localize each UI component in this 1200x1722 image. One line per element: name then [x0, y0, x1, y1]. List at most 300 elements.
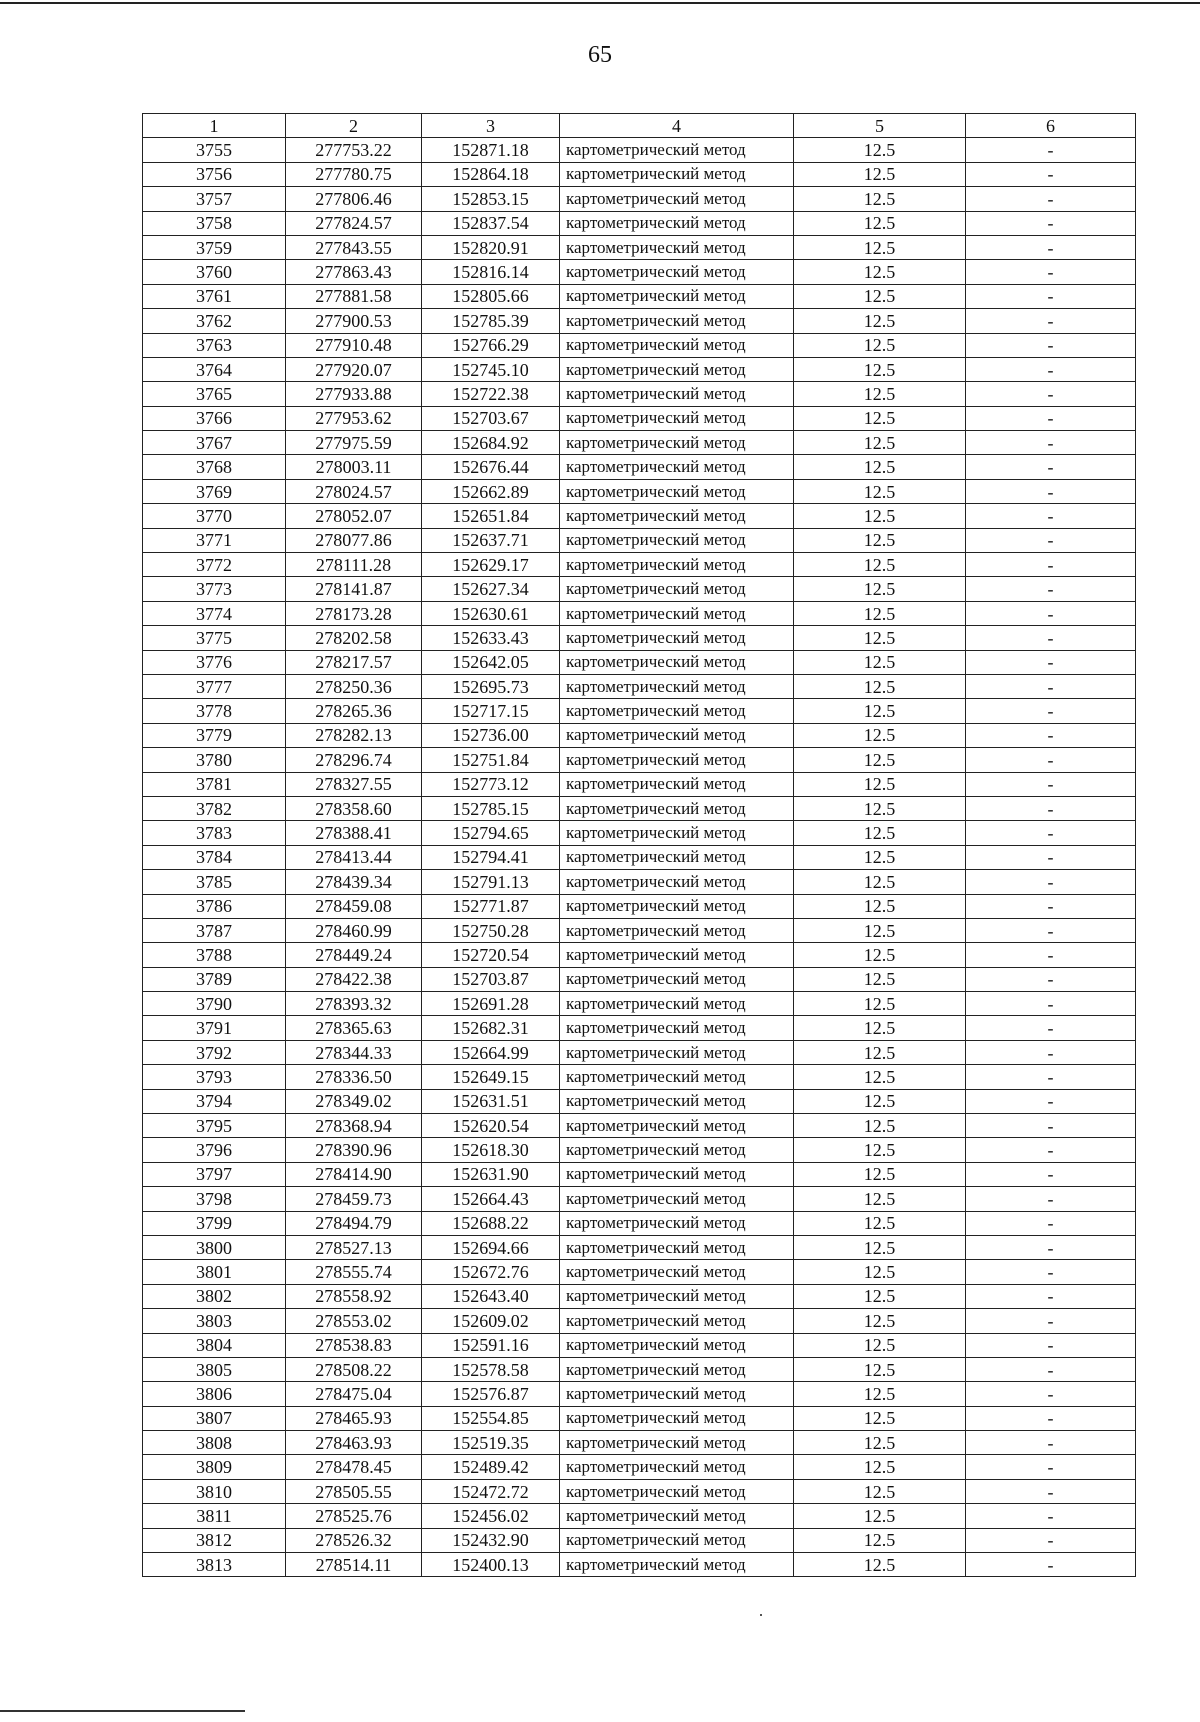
column-header-2: 2 [286, 114, 422, 138]
cell-note: - [966, 821, 1136, 845]
table-row [143, 1016, 1136, 1040]
cell-x-coordinate: 278358.60 [286, 796, 422, 820]
cell-note: - [966, 260, 1136, 284]
cell-y-coordinate: 152694.66 [422, 1235, 560, 1259]
cell-accuracy: 12.5 [794, 1040, 966, 1064]
cell-accuracy: 12.5 [794, 528, 966, 552]
cell-x-coordinate: 278327.55 [286, 772, 422, 796]
cell-method: картометрический метод [560, 1333, 794, 1357]
cell-note: - [966, 1528, 1136, 1552]
cell-method: картометрический метод [560, 357, 794, 381]
cell-x-coordinate: 278463.93 [286, 1431, 422, 1455]
cell-accuracy: 12.5 [794, 1528, 966, 1552]
cell-note: - [966, 1016, 1136, 1040]
cell-note: - [966, 626, 1136, 650]
cell-x-coordinate: 278349.02 [286, 1089, 422, 1113]
cell-point-number: 3804 [143, 1333, 286, 1357]
cell-method: картометрический метод [560, 1357, 794, 1381]
cell-x-coordinate: 277933.88 [286, 382, 422, 406]
cell-point-number: 3801 [143, 1260, 286, 1284]
cell-accuracy: 12.5 [794, 235, 966, 259]
table-row [143, 748, 1136, 772]
cell-method: картометрический метод [560, 504, 794, 528]
cell-note: - [966, 1114, 1136, 1138]
cell-x-coordinate: 278250.36 [286, 674, 422, 698]
table-row [143, 1284, 1136, 1308]
cell-x-coordinate: 278475.04 [286, 1382, 422, 1406]
cell-accuracy: 12.5 [794, 577, 966, 601]
cell-note: - [966, 967, 1136, 991]
cell-method: картометрический метод [560, 162, 794, 186]
table-row [143, 406, 1136, 430]
cell-note: - [966, 1138, 1136, 1162]
cell-note: - [966, 1333, 1136, 1357]
cell-x-coordinate: 278296.74 [286, 748, 422, 772]
cell-method: картометрический метод [560, 479, 794, 503]
cell-method: картометрический метод [560, 333, 794, 357]
cell-accuracy: 12.5 [794, 650, 966, 674]
cell-note: - [966, 870, 1136, 894]
cell-x-coordinate: 277806.46 [286, 187, 422, 211]
cell-note: - [966, 1284, 1136, 1308]
cell-y-coordinate: 152766.29 [422, 333, 560, 357]
cell-accuracy: 12.5 [794, 1211, 966, 1235]
cell-method: картометрический метод [560, 1309, 794, 1333]
cell-note: - [966, 162, 1136, 186]
cell-method: картометрический метод [560, 431, 794, 455]
cell-x-coordinate: 278514.11 [286, 1553, 422, 1577]
cell-x-coordinate: 278553.02 [286, 1309, 422, 1333]
cell-y-coordinate: 152717.15 [422, 699, 560, 723]
cell-accuracy: 12.5 [794, 1235, 966, 1259]
cell-x-coordinate: 278336.50 [286, 1065, 422, 1089]
cell-x-coordinate: 278439.34 [286, 870, 422, 894]
cell-accuracy: 12.5 [794, 1333, 966, 1357]
cell-note: - [966, 479, 1136, 503]
column-header-1: 1 [143, 114, 286, 138]
cell-method: картометрический метод [560, 235, 794, 259]
cell-point-number: 3783 [143, 821, 286, 845]
table-row [143, 1431, 1136, 1455]
cell-y-coordinate: 152691.28 [422, 992, 560, 1016]
cell-x-coordinate: 277910.48 [286, 333, 422, 357]
cell-y-coordinate: 152745.10 [422, 357, 560, 381]
cell-point-number: 3778 [143, 699, 286, 723]
cell-y-coordinate: 152695.73 [422, 674, 560, 698]
cell-method: картометрический метод [560, 309, 794, 333]
cell-y-coordinate: 152684.92 [422, 431, 560, 455]
table-row [143, 1406, 1136, 1430]
cell-note: - [966, 284, 1136, 308]
cell-method: картометрический метод [560, 1406, 794, 1430]
cell-accuracy: 12.5 [794, 992, 966, 1016]
cell-note: - [966, 1382, 1136, 1406]
cell-point-number: 3790 [143, 992, 286, 1016]
table-row [143, 1553, 1136, 1577]
cell-point-number: 3776 [143, 650, 286, 674]
cell-note: - [966, 796, 1136, 820]
table-row [143, 1528, 1136, 1552]
cell-x-coordinate: 278141.87 [286, 577, 422, 601]
cell-accuracy: 12.5 [794, 382, 966, 406]
table-row [143, 1114, 1136, 1138]
cell-x-coordinate: 277881.58 [286, 284, 422, 308]
cell-note: - [966, 1309, 1136, 1333]
cell-note: - [966, 357, 1136, 381]
cell-note: - [966, 943, 1136, 967]
cell-point-number: 3785 [143, 870, 286, 894]
table-row [143, 894, 1136, 918]
cell-y-coordinate: 152609.02 [422, 1309, 560, 1333]
cell-x-coordinate: 278003.11 [286, 455, 422, 479]
cell-x-coordinate: 277920.07 [286, 357, 422, 381]
cell-point-number: 3774 [143, 601, 286, 625]
cell-point-number: 3794 [143, 1089, 286, 1113]
cell-point-number: 3769 [143, 479, 286, 503]
table-row [143, 918, 1136, 942]
cell-accuracy: 12.5 [794, 1089, 966, 1113]
cell-y-coordinate: 152785.39 [422, 309, 560, 333]
cell-y-coordinate: 152773.12 [422, 772, 560, 796]
cell-y-coordinate: 152751.84 [422, 748, 560, 772]
cell-method: картометрический метод [560, 1528, 794, 1552]
page-number: 65 [588, 42, 612, 68]
cell-accuracy: 12.5 [794, 333, 966, 357]
cell-y-coordinate: 152785.15 [422, 796, 560, 820]
cell-x-coordinate: 278217.57 [286, 650, 422, 674]
cell-point-number: 3798 [143, 1187, 286, 1211]
cell-point-number: 3768 [143, 455, 286, 479]
table-row [143, 1382, 1136, 1406]
table-row [143, 479, 1136, 503]
cell-point-number: 3813 [143, 1553, 286, 1577]
cell-method: картометрический метод [560, 943, 794, 967]
cell-point-number: 3772 [143, 553, 286, 577]
cell-x-coordinate: 278526.32 [286, 1528, 422, 1552]
table-row [143, 1333, 1136, 1357]
cell-y-coordinate: 152400.13 [422, 1553, 560, 1577]
cell-method: картометрический метод [560, 1040, 794, 1064]
cell-point-number: 3811 [143, 1504, 286, 1528]
cell-point-number: 3791 [143, 1016, 286, 1040]
cell-point-number: 3784 [143, 845, 286, 869]
table-row [143, 284, 1136, 308]
cell-point-number: 3810 [143, 1479, 286, 1503]
cell-accuracy: 12.5 [794, 1260, 966, 1284]
cell-note: - [966, 553, 1136, 577]
cell-note: - [966, 650, 1136, 674]
cell-note: - [966, 699, 1136, 723]
cell-method: картометрический метод [560, 748, 794, 772]
top-border-rule [0, 2, 1200, 4]
cell-point-number: 3762 [143, 309, 286, 333]
cell-accuracy: 12.5 [794, 1504, 966, 1528]
cell-note: - [966, 1187, 1136, 1211]
cell-accuracy: 12.5 [794, 187, 966, 211]
cell-y-coordinate: 152629.17 [422, 553, 560, 577]
cell-note: - [966, 504, 1136, 528]
cell-note: - [966, 1553, 1136, 1577]
cell-y-coordinate: 152672.76 [422, 1260, 560, 1284]
cell-x-coordinate: 278393.32 [286, 992, 422, 1016]
cell-method: картометрический метод [560, 577, 794, 601]
cell-note: - [966, 528, 1136, 552]
table-row [143, 235, 1136, 259]
cell-note: - [966, 1455, 1136, 1479]
cell-x-coordinate: 278449.24 [286, 943, 422, 967]
table-row [143, 1235, 1136, 1259]
cell-accuracy: 12.5 [794, 284, 966, 308]
cell-point-number: 3787 [143, 918, 286, 942]
table-row [143, 1162, 1136, 1186]
cell-x-coordinate: 278538.83 [286, 1333, 422, 1357]
cell-note: - [966, 601, 1136, 625]
cell-accuracy: 12.5 [794, 845, 966, 869]
cell-note: - [966, 1260, 1136, 1284]
table-row [143, 845, 1136, 869]
cell-x-coordinate: 278414.90 [286, 1162, 422, 1186]
cell-accuracy: 12.5 [794, 1114, 966, 1138]
cell-x-coordinate: 278555.74 [286, 1260, 422, 1284]
cell-y-coordinate: 152664.99 [422, 1040, 560, 1064]
cell-point-number: 3789 [143, 967, 286, 991]
cell-point-number: 3757 [143, 187, 286, 211]
cell-x-coordinate: 278077.86 [286, 528, 422, 552]
cell-point-number: 3759 [143, 235, 286, 259]
table-body [143, 138, 1136, 1577]
cell-method: картометрический метод [560, 1211, 794, 1235]
cell-method: картометрический метод [560, 1235, 794, 1259]
cell-note: - [966, 382, 1136, 406]
cell-x-coordinate: 278024.57 [286, 479, 422, 503]
cell-y-coordinate: 152722.38 [422, 382, 560, 406]
cell-y-coordinate: 152631.51 [422, 1089, 560, 1113]
table-row [143, 796, 1136, 820]
cell-accuracy: 12.5 [794, 309, 966, 333]
cell-x-coordinate: 278388.41 [286, 821, 422, 845]
cell-method: картометрический метод [560, 138, 794, 162]
cell-y-coordinate: 152578.58 [422, 1357, 560, 1381]
cell-x-coordinate: 278365.63 [286, 1016, 422, 1040]
cell-accuracy: 12.5 [794, 674, 966, 698]
cell-note: - [966, 1211, 1136, 1235]
cell-note: - [966, 845, 1136, 869]
cell-point-number: 3777 [143, 674, 286, 698]
cell-point-number: 3780 [143, 748, 286, 772]
cell-method: картометрический метод [560, 211, 794, 235]
cell-point-number: 3764 [143, 357, 286, 381]
cell-point-number: 3770 [143, 504, 286, 528]
cell-method: картометрический метод [560, 406, 794, 430]
cell-accuracy: 12.5 [794, 723, 966, 747]
cell-method: картометрический метод [560, 992, 794, 1016]
table-row [143, 528, 1136, 552]
cell-x-coordinate: 278525.76 [286, 1504, 422, 1528]
cell-method: картометрический метод [560, 772, 794, 796]
cell-accuracy: 12.5 [794, 1553, 966, 1577]
cell-point-number: 3773 [143, 577, 286, 601]
cell-method: картометрический метод [560, 1455, 794, 1479]
cell-x-coordinate: 278173.28 [286, 601, 422, 625]
cell-y-coordinate: 152649.15 [422, 1065, 560, 1089]
cell-y-coordinate: 152864.18 [422, 162, 560, 186]
cell-point-number: 3767 [143, 431, 286, 455]
cell-y-coordinate: 152736.00 [422, 723, 560, 747]
cell-note: - [966, 992, 1136, 1016]
cell-x-coordinate: 278265.36 [286, 699, 422, 723]
cell-note: - [966, 309, 1136, 333]
cell-note: - [966, 723, 1136, 747]
cell-note: - [966, 1162, 1136, 1186]
cell-accuracy: 12.5 [794, 504, 966, 528]
cell-y-coordinate: 152871.18 [422, 138, 560, 162]
cell-method: картометрический метод [560, 845, 794, 869]
cell-x-coordinate: 277863.43 [286, 260, 422, 284]
table-row [143, 1065, 1136, 1089]
cell-point-number: 3807 [143, 1406, 286, 1430]
cell-point-number: 3802 [143, 1284, 286, 1308]
cell-method: картометрический метод [560, 528, 794, 552]
cell-note: - [966, 1431, 1136, 1455]
cell-note: - [966, 1406, 1136, 1430]
cell-method: картометрический метод [560, 1553, 794, 1577]
cell-point-number: 3761 [143, 284, 286, 308]
cell-point-number: 3760 [143, 260, 286, 284]
table-row [143, 504, 1136, 528]
table-row [143, 992, 1136, 1016]
cell-y-coordinate: 152554.85 [422, 1406, 560, 1430]
table-row [143, 1040, 1136, 1064]
cell-method: картометрический метод [560, 1382, 794, 1406]
cell-x-coordinate: 277900.53 [286, 309, 422, 333]
cell-x-coordinate: 277843.55 [286, 235, 422, 259]
cell-method: картометрический метод [560, 284, 794, 308]
cell-y-coordinate: 152489.42 [422, 1455, 560, 1479]
cell-note: - [966, 748, 1136, 772]
table-row [143, 1211, 1136, 1235]
coordinates-table [142, 113, 1136, 1577]
cell-accuracy: 12.5 [794, 894, 966, 918]
cell-method: картометрический метод [560, 1260, 794, 1284]
table-row [143, 357, 1136, 381]
cell-method: картометрический метод [560, 650, 794, 674]
cell-accuracy: 12.5 [794, 357, 966, 381]
cell-method: картометрический метод [560, 1065, 794, 1089]
cell-method: картометрический метод [560, 723, 794, 747]
cell-y-coordinate: 152771.87 [422, 894, 560, 918]
cell-x-coordinate: 278460.99 [286, 918, 422, 942]
cell-method: картометрический метод [560, 796, 794, 820]
cell-note: - [966, 1040, 1136, 1064]
table-row [143, 260, 1136, 284]
table-row [143, 309, 1136, 333]
table-row [143, 382, 1136, 406]
cell-point-number: 3766 [143, 406, 286, 430]
cell-y-coordinate: 152688.22 [422, 1211, 560, 1235]
table-row [143, 187, 1136, 211]
cell-note: - [966, 406, 1136, 430]
cell-y-coordinate: 152750.28 [422, 918, 560, 942]
table-row [143, 601, 1136, 625]
cell-method: картометрический метод [560, 870, 794, 894]
table-row [143, 138, 1136, 162]
cell-x-coordinate: 277975.59 [286, 431, 422, 455]
cell-point-number: 3788 [143, 943, 286, 967]
cell-point-number: 3756 [143, 162, 286, 186]
cell-method: картометрический метод [560, 894, 794, 918]
cell-note: - [966, 455, 1136, 479]
cell-x-coordinate: 278459.73 [286, 1187, 422, 1211]
cell-method: картометрический метод [560, 626, 794, 650]
cell-accuracy: 12.5 [794, 967, 966, 991]
cell-note: - [966, 1504, 1136, 1528]
cell-accuracy: 12.5 [794, 553, 966, 577]
table-row [143, 333, 1136, 357]
cell-point-number: 3755 [143, 138, 286, 162]
cell-y-coordinate: 152591.16 [422, 1333, 560, 1357]
cell-method: картометрический метод [560, 1114, 794, 1138]
table-row [143, 967, 1136, 991]
cell-y-coordinate: 152703.67 [422, 406, 560, 430]
cell-accuracy: 12.5 [794, 821, 966, 845]
cell-point-number: 3797 [143, 1162, 286, 1186]
cell-note: - [966, 211, 1136, 235]
cell-y-coordinate: 152853.15 [422, 187, 560, 211]
cell-x-coordinate: 278465.93 [286, 1406, 422, 1430]
cell-accuracy: 12.5 [794, 260, 966, 284]
cell-x-coordinate: 278390.96 [286, 1138, 422, 1162]
scan-speck [760, 1614, 762, 1616]
cell-y-coordinate: 152472.72 [422, 1479, 560, 1503]
cell-y-coordinate: 152631.90 [422, 1162, 560, 1186]
cell-accuracy: 12.5 [794, 479, 966, 503]
cell-accuracy: 12.5 [794, 1357, 966, 1381]
table-row [143, 1309, 1136, 1333]
cell-note: - [966, 333, 1136, 357]
cell-y-coordinate: 152794.41 [422, 845, 560, 869]
cell-y-coordinate: 152820.91 [422, 235, 560, 259]
cell-y-coordinate: 152642.05 [422, 650, 560, 674]
cell-method: картометрический метод [560, 553, 794, 577]
cell-accuracy: 12.5 [794, 943, 966, 967]
table-row [143, 650, 1136, 674]
cell-x-coordinate: 277753.22 [286, 138, 422, 162]
cell-note: - [966, 138, 1136, 162]
table-row [143, 1479, 1136, 1503]
cell-point-number: 3781 [143, 772, 286, 796]
cell-accuracy: 12.5 [794, 1455, 966, 1479]
table-row [143, 431, 1136, 455]
cell-point-number: 3793 [143, 1065, 286, 1089]
column-header-5: 5 [794, 114, 966, 138]
cell-y-coordinate: 152664.43 [422, 1187, 560, 1211]
cell-x-coordinate: 277780.75 [286, 162, 422, 186]
cell-y-coordinate: 152627.34 [422, 577, 560, 601]
table-row [143, 553, 1136, 577]
table-row [143, 674, 1136, 698]
cell-y-coordinate: 152791.13 [422, 870, 560, 894]
cell-y-coordinate: 152576.87 [422, 1382, 560, 1406]
cell-note: - [966, 187, 1136, 211]
cell-method: картометрический метод [560, 967, 794, 991]
column-header-6: 6 [966, 114, 1136, 138]
cell-y-coordinate: 152703.87 [422, 967, 560, 991]
cell-x-coordinate: 278111.28 [286, 553, 422, 577]
cell-y-coordinate: 152630.61 [422, 601, 560, 625]
cell-accuracy: 12.5 [794, 455, 966, 479]
cell-note: - [966, 431, 1136, 455]
cell-x-coordinate: 278508.22 [286, 1357, 422, 1381]
